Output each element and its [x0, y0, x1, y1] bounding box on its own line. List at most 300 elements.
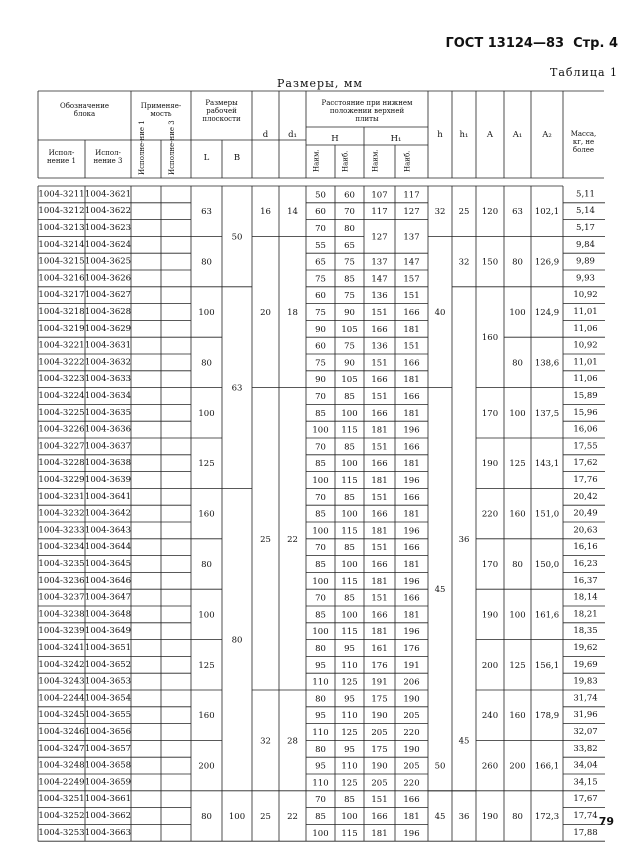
cell-H1max: 190: [403, 694, 420, 705]
table-row-designation-1: 1004-3215: [38, 256, 85, 267]
cell-h: 45: [434, 812, 446, 822]
cell-H1max: 147: [403, 257, 420, 268]
table-row-designation-1: 1004-3251: [38, 794, 85, 805]
cell-Hmin: 95: [315, 761, 326, 772]
table-row-mass: 17,55: [573, 441, 598, 452]
cell-H1max: 166: [403, 358, 420, 369]
table-row-mass: 16,16: [573, 542, 598, 553]
table-row-designation-1: 1004-3248: [38, 760, 85, 771]
cell-L: 80: [201, 358, 212, 369]
cell-A1: 80: [512, 358, 523, 369]
cell-A1: 125: [509, 459, 526, 470]
cell-Hmin: 85: [315, 408, 326, 419]
cell-Hmax: 85: [344, 442, 355, 453]
cell-H1max: 137: [403, 232, 420, 243]
table-row-designation-3: 1004-3628: [84, 307, 132, 318]
cell-L: 125: [198, 660, 215, 671]
cell-Hmin: 110: [312, 728, 329, 738]
cell-Hmin: 60: [315, 207, 326, 218]
cell-H1min: 151: [371, 442, 388, 453]
cell-H1max: 166: [403, 543, 420, 554]
cell-H1min: 175: [371, 694, 388, 705]
cell-H1min: 181: [371, 627, 388, 638]
gost-number: ГОСТ 13124—83: [445, 36, 565, 51]
cell-H1max: 166: [403, 795, 420, 806]
cell-Hmin: 60: [315, 341, 326, 352]
cell-d1: 22: [287, 534, 298, 545]
cell-Hmin: 85: [315, 459, 326, 470]
cell-Hmax: 125: [341, 728, 358, 738]
table-row-designation-3: 1004-3634: [84, 391, 132, 402]
cell-Hmax: 105: [341, 375, 358, 386]
execution-1-header: нение 1: [47, 157, 76, 165]
table-row-designation-3: 1004-3625: [84, 256, 132, 267]
table-row-designation-3: 1004-3636: [84, 424, 132, 435]
cell-Hmax: 75: [344, 291, 355, 302]
cell-L: 125: [198, 459, 215, 470]
cell-A1: 100: [509, 308, 526, 318]
cell-h1: 36: [458, 534, 470, 545]
cell-A1: 80: [512, 257, 523, 268]
cell-Hmin: 100: [312, 476, 329, 486]
cell-H1min: 181: [371, 476, 388, 486]
cell-H1min: 181: [371, 526, 388, 537]
cell-A1: 200: [509, 761, 526, 772]
cell-Hmax: 60: [344, 190, 355, 201]
cell-Hmin: 100: [312, 828, 329, 839]
cell-A1: 80: [512, 812, 523, 822]
cell-H1min: 151: [371, 492, 388, 503]
cell-Hmin: 80: [315, 694, 326, 705]
table-row-mass: 5,11: [576, 189, 595, 200]
cell-H1max: 181: [403, 408, 420, 419]
plate-size-header: рабочей: [206, 107, 237, 115]
cell-h: 45: [434, 585, 446, 596]
cell-L: 160: [198, 711, 215, 722]
table-row-designation-1: 1004-3219: [38, 323, 85, 334]
col-H-header: H: [331, 134, 339, 144]
cell-A1: 125: [509, 660, 526, 671]
table-row-designation-3: 1004-3642: [84, 508, 132, 519]
table-row-designation-3: 1004-3644: [84, 542, 132, 553]
cell-H1max: 220: [403, 778, 420, 789]
execution-3-header: Испол-: [95, 149, 121, 157]
cell-A2: 138,6: [534, 358, 560, 369]
table-row-designation-3: 1004-3657: [84, 743, 132, 754]
cell-H1min: 166: [371, 375, 388, 386]
cell-Hmax: 110: [341, 711, 358, 722]
cell-H1max: 220: [403, 728, 420, 738]
cell-H1min: 117: [371, 207, 388, 218]
designation-header: блока: [73, 110, 96, 118]
cell-H1max: 181: [403, 610, 420, 621]
cell-Hmin: 85: [315, 610, 326, 621]
cell-H1max: 166: [403, 593, 420, 604]
table-row-designation-3: 1004-3654: [84, 693, 132, 704]
cell-d: 32: [260, 736, 271, 747]
cell-Hmax: 115: [341, 425, 358, 436]
table-row-mass: 31,96: [573, 710, 598, 721]
cell-A1: 63: [512, 207, 523, 218]
cell-Hmin: 100: [312, 576, 329, 587]
col-H1-header: H₁: [390, 134, 402, 144]
distance-header: Расстояние при нижнем: [321, 99, 413, 107]
cell-H1min: 166: [371, 812, 388, 822]
cell-L: 80: [201, 257, 212, 268]
cell-Hmax: 100: [341, 812, 358, 822]
cell-L: 63: [201, 207, 212, 218]
cell-Hmax: 95: [344, 744, 355, 755]
cell-H1max: 151: [403, 341, 420, 352]
cell-H1max: 181: [403, 509, 420, 520]
cell-Hmax: 100: [341, 509, 358, 520]
cell-H1min: 151: [371, 795, 388, 806]
cell-A1: 100: [509, 610, 526, 621]
col-d-header: d: [262, 130, 269, 140]
cell-A1: 160: [509, 711, 526, 722]
cell-H1min: 181: [371, 576, 388, 587]
cell-Hmin: 70: [315, 492, 326, 503]
table-row-designation-1: 1004-3225: [38, 407, 85, 418]
table-row-mass: 10,92: [573, 340, 598, 351]
cell-A: 200: [481, 660, 499, 671]
table-row-mass: 32,07: [573, 727, 598, 738]
cell-H1max: 196: [403, 627, 420, 638]
table-row-designation-1: 1004-3233: [38, 525, 85, 536]
cell-Hmax: 85: [344, 593, 355, 604]
cell-A1: 80: [512, 560, 523, 570]
cell-Hmax: 100: [341, 610, 358, 621]
cell-H1min: 181: [371, 828, 388, 839]
cell-A: 150: [481, 257, 499, 268]
cell-Hmax: 85: [344, 274, 355, 285]
table-row-mass: 20,63: [573, 525, 598, 536]
cell-Hmin: 60: [315, 291, 326, 302]
cell-H1min: 176: [371, 660, 388, 671]
table-row-mass: 33,82: [573, 743, 598, 754]
cell-Hmin: 75: [315, 308, 326, 318]
table-row-mass: 11,01: [573, 357, 598, 368]
table-row-designation-1: 1004-3253: [38, 827, 85, 838]
cell-A2: 166,1: [534, 761, 560, 772]
table-row-designation-1: 1004-2249: [38, 777, 85, 788]
cell-Hmin: 50: [315, 190, 326, 201]
min-header: Наим.: [371, 149, 380, 172]
cell-Hmin: 80: [315, 744, 326, 755]
cell-H1min: 205: [371, 778, 388, 789]
table-row-mass: 9,93: [576, 273, 595, 284]
cell-Hmax: 85: [344, 492, 355, 503]
cell-H1max: 151: [403, 291, 420, 302]
table-row-mass: 9,89: [576, 256, 595, 267]
cell-Hmin: 70: [315, 543, 326, 554]
cell-H1max: 181: [403, 459, 420, 470]
cell-Hmin: 100: [312, 526, 329, 537]
cell-Hmin: 80: [315, 644, 326, 654]
cell-H1max: 181: [403, 375, 420, 386]
table-row-mass: 19,62: [573, 643, 598, 654]
table-row-mass: 17,67: [573, 794, 598, 805]
mass-header: кг, не: [572, 138, 595, 146]
plate-size-header: плоскости: [202, 115, 241, 123]
table-row-mass: 34,15: [573, 777, 598, 788]
mass-header: более: [572, 146, 595, 154]
table-row-designation-3: 1004-3626: [84, 273, 132, 284]
max-header: Наиб.: [403, 150, 412, 172]
table-row-mass: 18,35: [573, 626, 598, 637]
table-row-designation-1: 1004-2244: [38, 693, 85, 704]
cell-Hmax: 80: [344, 224, 355, 234]
cell-H1min: 151: [371, 543, 388, 554]
table-row-designation-1: 1004-3239: [38, 626, 85, 637]
cell-H1min: 107: [371, 190, 388, 201]
cell-Hmin: 70: [315, 593, 326, 604]
cell-d1: 28: [287, 736, 298, 747]
designation-header: Обозначение: [59, 102, 110, 110]
cell-Hmin: 95: [315, 660, 326, 671]
cell-Hmin: 100: [312, 425, 329, 436]
cell-A: 260: [481, 761, 499, 772]
cell-H1min: 127: [371, 232, 388, 243]
cell-Hmax: 115: [341, 476, 358, 486]
table-row-designation-1: 1004-3224: [38, 391, 85, 402]
cell-d: 20: [260, 308, 271, 318]
cell-A2: 150,0: [534, 560, 560, 570]
cell-A1: 100: [509, 408, 526, 419]
plate-size-header: Размеры: [205, 99, 238, 107]
cell-H1min: 151: [371, 392, 388, 402]
table-row-mass: 17,76: [573, 475, 598, 486]
execution-3-header: нение 3: [93, 157, 123, 165]
cell-H1max: 205: [403, 761, 420, 772]
cell-H1min: 161: [371, 644, 388, 654]
col-h-header: h: [437, 130, 443, 140]
table-row-designation-3: 1004-3621: [84, 189, 132, 200]
cell-A: 190: [481, 610, 499, 621]
table-row-designation-3: 1004-3638: [84, 458, 132, 469]
cell-Hmax: 95: [344, 644, 355, 654]
execution-1-header: Испол-: [48, 149, 75, 157]
table-row-designation-1: 1004-3232: [38, 508, 85, 519]
table-row-designation-3: 1004-3637: [84, 441, 132, 452]
table-row-mass: 17,62: [573, 458, 598, 469]
table-row-designation-1: 1004-3218: [38, 307, 85, 318]
table-row-designation-1: 1004-3216: [38, 273, 85, 284]
cell-H1min: 181: [371, 425, 388, 436]
cell-d1: 14: [287, 207, 298, 218]
cell-L: 100: [198, 408, 215, 419]
cell-L: 100: [198, 308, 215, 318]
cell-Hmax: 65: [344, 240, 355, 251]
table-row-designation-1: 1004-3241: [38, 643, 85, 654]
cell-H1max: 166: [403, 442, 420, 453]
cell-H1max: 176: [403, 644, 420, 654]
table-row-designation-3: 1004-3658: [84, 760, 132, 771]
cell-h1: 45: [458, 736, 470, 747]
cell-Hmax: 85: [344, 392, 355, 402]
cell-H1max: 127: [403, 207, 420, 218]
cell-Hmax: 85: [344, 795, 355, 806]
cell-H1min: 151: [371, 593, 388, 604]
table-caption: Размеры, мм: [277, 77, 363, 90]
distance-header: плиты: [355, 115, 379, 123]
table-row-mass: 9,84: [576, 239, 595, 250]
cell-L: 80: [201, 560, 212, 570]
table-row-designation-1: 1004-3236: [38, 575, 85, 586]
cell-H1min: 166: [371, 509, 388, 520]
cell-Hmax: 110: [341, 660, 358, 671]
cell-H1min: 166: [371, 324, 388, 335]
cell-Hmax: 115: [341, 576, 358, 587]
min-header: Наим.: [312, 149, 321, 172]
cell-B: 63: [231, 383, 243, 394]
table-row-designation-1: 1004-3213: [38, 223, 85, 234]
cell-H1max: 117: [403, 190, 420, 201]
table-row-designation-3: 1004-3663: [84, 827, 132, 838]
cell-H1min: 151: [371, 358, 388, 369]
cell-A2: 102,1: [534, 207, 560, 218]
cell-A2: 143,1: [534, 459, 560, 470]
cell-H1min: 136: [371, 291, 388, 302]
table-row-designation-3: 1004-3651: [84, 643, 132, 654]
cell-Hmax: 85: [344, 543, 355, 554]
cell-H1min: 166: [371, 560, 388, 570]
cell-d1: 18: [287, 308, 298, 318]
cell-d: 25: [260, 534, 271, 545]
cell-Hmax: 100: [341, 560, 358, 570]
cell-A: 120: [481, 207, 499, 218]
table-row-designation-3: 1004-3639: [84, 475, 132, 486]
cell-H1max: 196: [403, 526, 420, 537]
cell-H1max: 196: [403, 828, 420, 839]
cell-Hmin: 70: [315, 392, 326, 402]
table-row-mass: 19,69: [573, 659, 598, 670]
table-row-mass: 17,74: [573, 811, 598, 822]
cell-A2: 137,5: [534, 408, 560, 419]
cell-h: 32: [434, 207, 446, 218]
cell-B: 100: [228, 812, 246, 822]
cell-H1min: 175: [371, 744, 388, 755]
cell-L: 80: [201, 812, 212, 822]
applicability-header: Применяе-: [140, 102, 182, 110]
cell-H1max: 157: [403, 274, 420, 285]
cell-h: 40: [434, 308, 446, 318]
table-row-designation-1: 1004-3228: [38, 458, 85, 469]
mass-header: Масса,: [570, 130, 597, 138]
cell-H1max: 196: [403, 425, 420, 436]
table-row-designation-3: 1004-3649: [84, 626, 132, 637]
cell-Hmin: 55: [315, 240, 326, 251]
col-L-header: L: [203, 153, 210, 163]
applicability-header: мость: [150, 110, 172, 118]
cell-H1max: 190: [403, 744, 420, 755]
cell-Hmax: 105: [341, 324, 358, 335]
cell-H1max: 166: [403, 492, 420, 503]
table-row-mass: 11,01: [573, 307, 598, 318]
cell-Hmin: 65: [315, 257, 326, 268]
max-header: Наиб.: [341, 150, 350, 172]
table-row-mass: 18,21: [573, 609, 598, 620]
cell-A2: 156,1: [534, 660, 560, 671]
cell-H1min: 166: [371, 610, 388, 621]
table-row-designation-1: 1004-3212: [38, 206, 85, 217]
table-row-designation-1: 1004-3226: [38, 424, 85, 435]
table-row-designation-1: 1004-3217: [38, 290, 85, 301]
table-row-designation-3: 1004-3646: [84, 575, 132, 586]
table-row-designation-1: 1004-3229: [38, 475, 85, 486]
cell-Hmin: 70: [315, 442, 326, 453]
cell-Hmax: 75: [344, 257, 355, 268]
table-row-designation-3: 1004-3652: [84, 659, 132, 670]
table-row-designation-3: 1004-3631: [84, 340, 132, 351]
table-row-designation-1: 1004-3245: [38, 710, 85, 721]
table-row-designation-3: 1004-3662: [84, 811, 132, 822]
cell-H1max: 196: [403, 476, 420, 486]
cell-Hmax: 100: [341, 459, 358, 470]
cell-H1max: 181: [403, 324, 420, 335]
cell-A: 170: [481, 560, 499, 570]
table-row-designation-1: 1004-3222: [38, 357, 85, 368]
cell-H1min: 147: [371, 274, 388, 285]
cell-Hmin: 90: [315, 324, 326, 335]
cell-d1: 22: [287, 812, 298, 822]
cell-H1max: 181: [403, 560, 420, 570]
table-row-designation-3: 1004-3627: [84, 290, 132, 301]
cell-Hmin: 110: [312, 778, 329, 789]
table-row-designation-3: 1004-3629: [84, 323, 132, 334]
table-row-designation-3: 1004-3648: [84, 609, 132, 620]
cell-Hmin: 100: [312, 627, 329, 638]
table-row-designation-1: 1004-3235: [38, 559, 85, 570]
table-row-designation-3: 1004-3643: [84, 525, 132, 536]
cell-H1min: 136: [371, 341, 388, 352]
table-row-designation-3: 1004-3661: [84, 794, 132, 805]
cell-H1min: 151: [371, 308, 388, 318]
cell-d: 25: [260, 812, 271, 822]
cell-Hmin: 70: [315, 224, 326, 234]
table-row-designation-1: 1004-3221: [38, 340, 85, 351]
table-row-mass: 19,83: [573, 676, 598, 687]
table-row-designation-3: 1004-3622: [84, 206, 132, 217]
cell-Hmax: 90: [344, 358, 355, 369]
cell-Hmax: 115: [341, 828, 358, 839]
table-row-mass: 5,17: [576, 223, 595, 234]
col-B-header: B: [233, 153, 241, 163]
cell-Hmin: 110: [312, 677, 329, 688]
cell-H1min: 137: [371, 257, 388, 268]
table-row-designation-1: 1004-3234: [38, 542, 85, 553]
cell-A: 190: [481, 459, 499, 470]
table-row-mass: 15,89: [573, 391, 598, 402]
cell-Hmax: 70: [344, 207, 355, 218]
applicability-1-header: Исполне-ние 1: [138, 120, 146, 175]
cell-h1: 32: [458, 257, 470, 268]
cell-Hmin: 75: [315, 274, 326, 285]
table-row-mass: 16,06: [573, 424, 598, 435]
cell-A: 170: [481, 408, 499, 419]
table-row-designation-3: 1004-3653: [84, 676, 132, 687]
cell-Hmax: 95: [344, 694, 355, 705]
table-row-mass: 11,06: [573, 374, 598, 385]
cell-Hmin: 75: [315, 358, 326, 369]
cell-H1max: 166: [403, 308, 420, 318]
page-label: Стр. 4: [573, 36, 618, 51]
cell-Hmax: 75: [344, 341, 355, 352]
cell-Hmax: 115: [341, 526, 358, 537]
cell-B: 80: [231, 635, 243, 646]
applicability-3-header: Исполне-ние 3: [168, 120, 176, 175]
cell-A2: 151,0: [534, 509, 560, 520]
